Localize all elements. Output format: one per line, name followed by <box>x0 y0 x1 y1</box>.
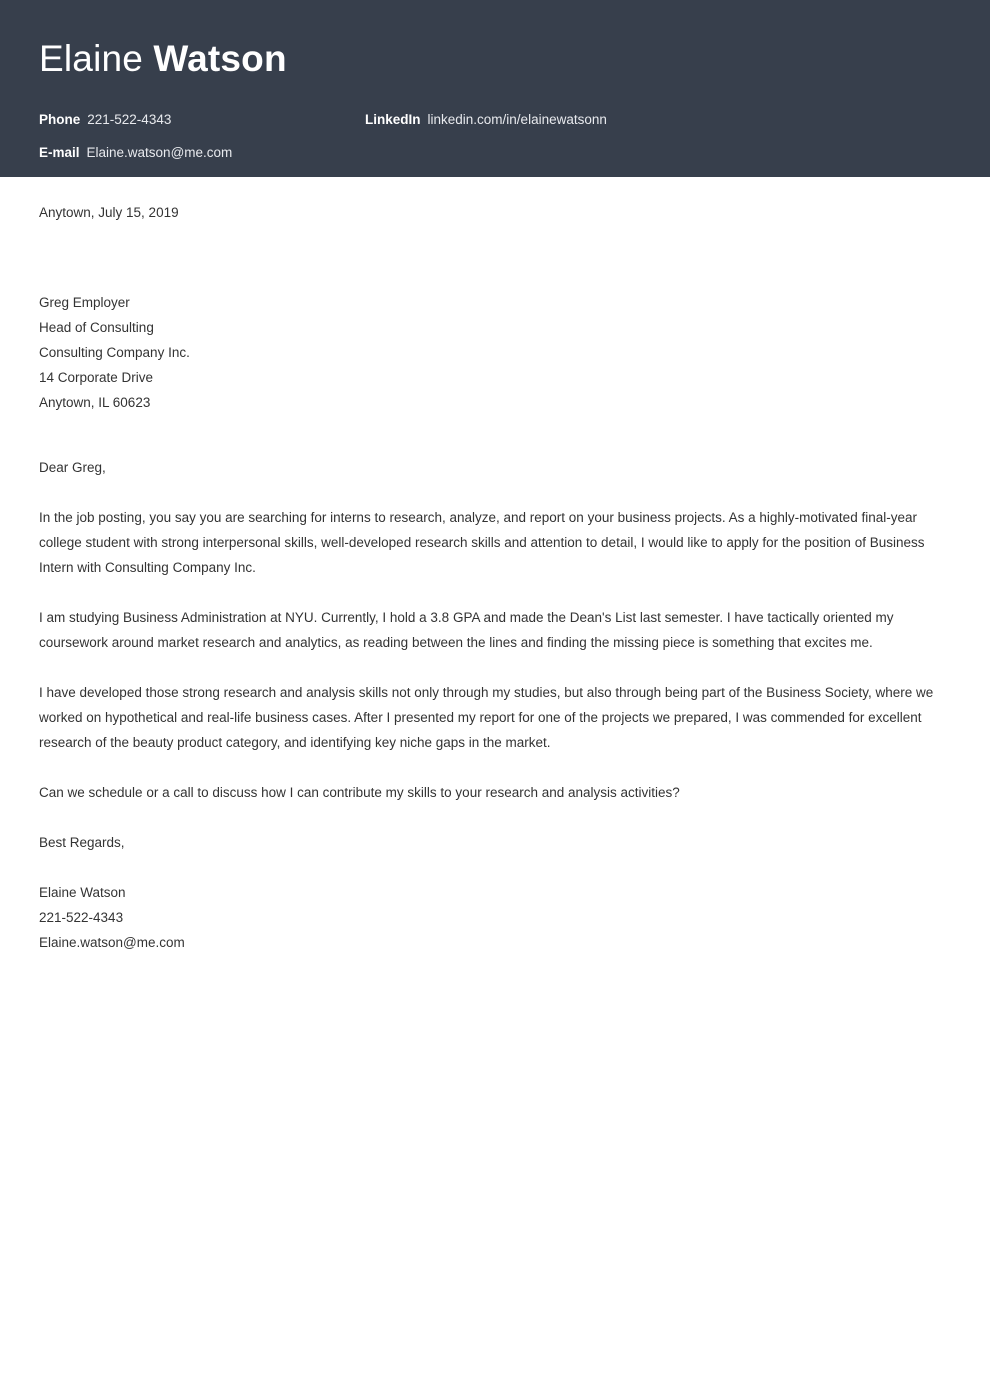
contact-email-value[interactable]: Elaine.watson@me.com <box>86 145 233 160</box>
contact-phone <box>39 110 365 130</box>
body-paragraph-3-text: I have developed those strong research and analysis skills not only through my studies, but also through being part of the Business Society, where we worked on hypothetical and real-life business cases. After I presented my report for one of the projects we prepared, I was commended for excellent research of the beauty product category, and identifying key niche gaps in the market. <box>39 685 934 750</box>
body-paragraph-3 <box>39 655 951 755</box>
contact-email[interactable] <box>39 143 365 163</box>
date-line-text: Anytown, July 15, 2019 <box>39 205 179 220</box>
contact-phone-label: Phone <box>39 112 81 127</box>
recipient-title: Head of Consulting <box>39 320 154 335</box>
recipient-company: Consulting Company Inc. <box>39 345 190 360</box>
last-name: Watson <box>153 38 287 79</box>
page-title <box>39 36 287 82</box>
recipient-city-state-zip: Anytown, IL 60623 <box>39 395 151 410</box>
body-paragraph-2 <box>39 580 951 655</box>
date-location-line <box>39 177 951 225</box>
signature-phone: 221-522-4343 <box>39 910 124 925</box>
contact-linkedin-label: LinkedIn <box>365 112 421 127</box>
recipient-address-block <box>39 225 951 415</box>
contact-row-primary <box>39 110 951 143</box>
contact-details <box>39 110 951 176</box>
cover-letter-body <box>0 177 990 955</box>
body-paragraph-1-text: In the job posting, you say you are searching for interns to research, analyze, and report on your business projects. As a highly-motivated final-year college student with strong interpersonal skills, well-developed research skills and attention to detail, I would like to apply for the position of Business Intern with Consulting Company Inc. <box>39 510 925 575</box>
recipient-street: 14 Corporate Drive <box>39 370 154 385</box>
closing-salutation <box>39 805 951 855</box>
contact-email-label: E-mail <box>39 145 80 160</box>
first-name: Elaine <box>39 38 144 79</box>
salutation <box>39 415 951 480</box>
closing-salutation-text: Best Regards, <box>39 835 125 850</box>
salutation-text: Dear Greg, <box>39 460 106 475</box>
body-paragraph-4-text: Can we schedule or a call to discuss how I can contribute my skills to your research and analysis activities? <box>39 785 680 800</box>
body-paragraph-1 <box>39 480 951 580</box>
contact-linkedin-value[interactable]: linkedin.com/in/elainewatsonn <box>427 112 607 127</box>
body-paragraph-4 <box>39 755 951 805</box>
contact-phone-value: 221-522-4343 <box>87 112 172 127</box>
recipient-name: Greg Employer <box>39 295 130 310</box>
signature-email: Elaine.watson@me.com <box>39 935 185 950</box>
signature-name: Elaine Watson <box>39 885 126 900</box>
body-paragraph-2-text: I am studying Business Administration at NYU. Currently, I hold a 3.8 GPA and made the Dean's List last semester. I have tactically oriented my coursework around market research and analytics, as reading between the lines and finding the missing piece is something that excites me. <box>39 610 894 650</box>
contact-row-secondary <box>39 143 951 176</box>
contact-linkedin[interactable] <box>365 110 607 130</box>
signature-block <box>39 855 951 955</box>
document-header-banner <box>0 0 990 177</box>
